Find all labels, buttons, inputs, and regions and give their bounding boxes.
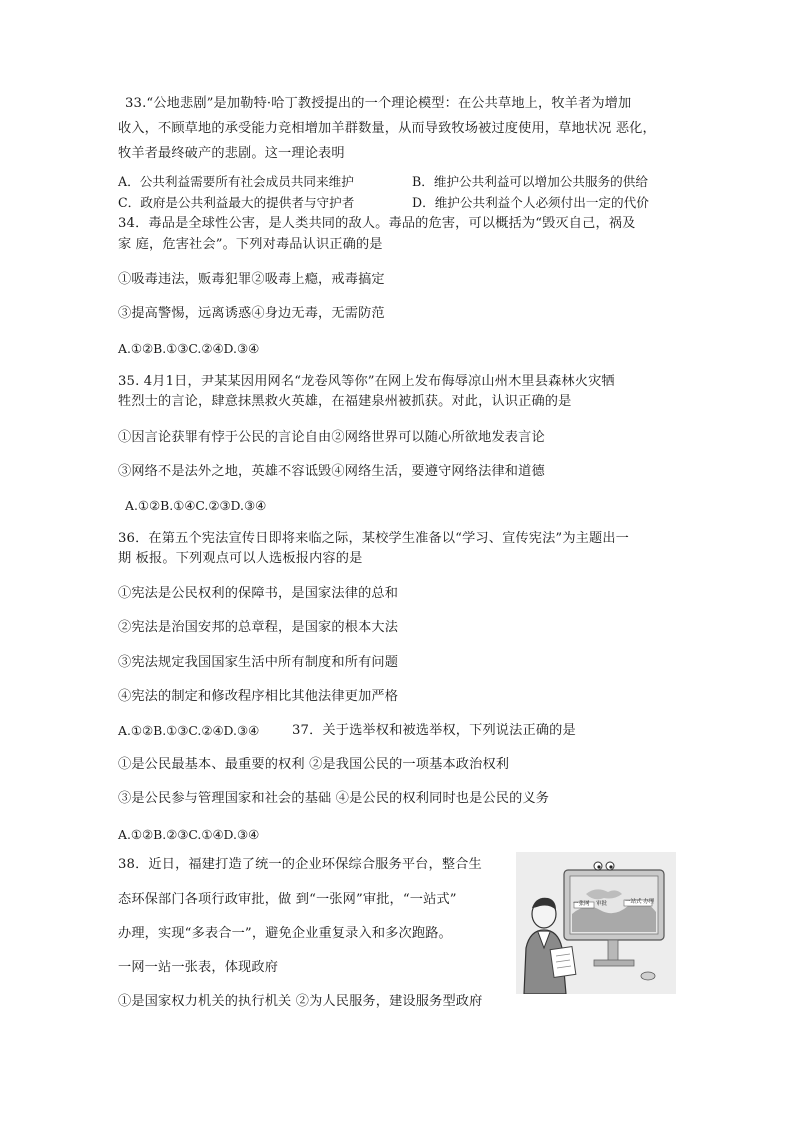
- q34-statement-2: ③提高警惕，远离诱惑④身边无毒，无需防范: [118, 306, 385, 321]
- q36-statement-4: ④宪法的制定和修改程序相比其他法律更加严格: [118, 689, 399, 704]
- q35-line1: 35. 4月1日，尹某某因用网名“龙卷风等你”在网上发布侮辱凉山州木里县森林火灾牺: [118, 374, 615, 389]
- q37-statement-1: ①是公民最基本、最重要的权利 ②是我国公民的一项基本政治权利: [118, 757, 510, 772]
- q34-line2: 家 庭，危害社会”。下列对毒品认识正确的是: [118, 237, 383, 252]
- q38-line3: 办理，实现“多表合一”，避免企业重复录入和多次跑路。: [118, 926, 452, 941]
- q33-option-c: C．政府是公共利益最大的提供者与守护者: [118, 195, 355, 210]
- q38-line2: 态环保部门各项行政审批，做 到“一张网”审批，“一站式”: [118, 892, 457, 907]
- q38-line4: 一网一站一张表，体现政府: [118, 960, 279, 975]
- q33-option-a: A．公共利益需要所有社会成员共同来维护: [118, 174, 354, 189]
- q35-statement-2: ③网络不是法外之地，英雄不容诋毁④网络生活，要遵守网络法律和道德: [118, 464, 545, 479]
- q38-line1: 38．近日，福建打造了统一的企业环保综合服务平台，整合生: [118, 857, 482, 872]
- q38-statement-1: ①是国家权力机关的执行机关 ②为人民服务，建设服务型政府: [118, 994, 483, 1009]
- q36-statement-1: ①宪法是公民权利的保障书，是国家法律的总和: [118, 586, 399, 601]
- q34-statement-1: ①吸毒违法，贩毒犯罪②吸毒上瘾，戒毒搞定: [118, 272, 385, 287]
- q36-statement-2: ②宪法是治国安邦的总章程，是国家的根本大法: [118, 620, 399, 635]
- q37-stem: 37．关于选举权和被选举权，下列说法正确的是: [292, 723, 576, 738]
- q36-choices: A.①②B.①③C.②④D.③④: [118, 723, 260, 738]
- q37-statement-2: ③是公民参与管理国家和社会的基础 ④是公民的权利同时也是公民的义务: [118, 791, 550, 806]
- q36-statement-3: ③宪法规定我国国家生活中所有制度和所有问题: [118, 655, 399, 670]
- q34-line1: 34．毒品是全球性公害，是人类共同的敌人。毒品的危害，可以概括为“毁灭自己，祸及: [118, 216, 636, 231]
- q36-line2: 期 板报。下列观点可以人选板报内容的是: [118, 551, 363, 566]
- q33-line1: 33.“公地悲剧”是加勒特·哈丁教授提出的一个理论模型：在公共草地上，牧羊者为增加: [125, 96, 632, 111]
- q34-choices: A.①②B.①③C.②④D.③④: [118, 341, 260, 356]
- figure-label-left: 一张网: [573, 901, 590, 907]
- figure-label-mid: 审批: [596, 901, 608, 907]
- q33-line2: 收入，不顾草地的承受能力竞相增加羊群数量，从而导致牧场被过度使用，草地状况 恶化，: [118, 121, 656, 136]
- q36-line1: 36．在第五个宪法宣传日即将来临之际，某校学生准备以“学习、宣传宪法”为主题出一: [118, 531, 630, 546]
- q35-line2: 牲烈士的言论，肆意抹黑救火英雄，在福建泉州被抓获。对此，认识正确的是: [118, 394, 572, 409]
- q33-line3: 牧羊者最终破产的悲剧。这一理论表明: [118, 146, 345, 161]
- q33-option-d: D．维护公共利益个人必须付出一定的代价: [412, 195, 649, 210]
- q37-choices: A.①②B.②③C.①④D.③④: [118, 827, 260, 842]
- q35-choices: A.①②B.①④C.②③D.③④: [125, 498, 267, 513]
- cartoon-illustration: [516, 852, 676, 994]
- q33-option-b: B．维护公共利益可以增加公共服务的供给: [412, 174, 648, 189]
- figure-label-right: 一站式 办理: [625, 899, 655, 905]
- q35-statement-1: ①因言论获罪有悖于公民的言论自由②网络世界可以随心所欲地发表言论: [118, 430, 545, 445]
